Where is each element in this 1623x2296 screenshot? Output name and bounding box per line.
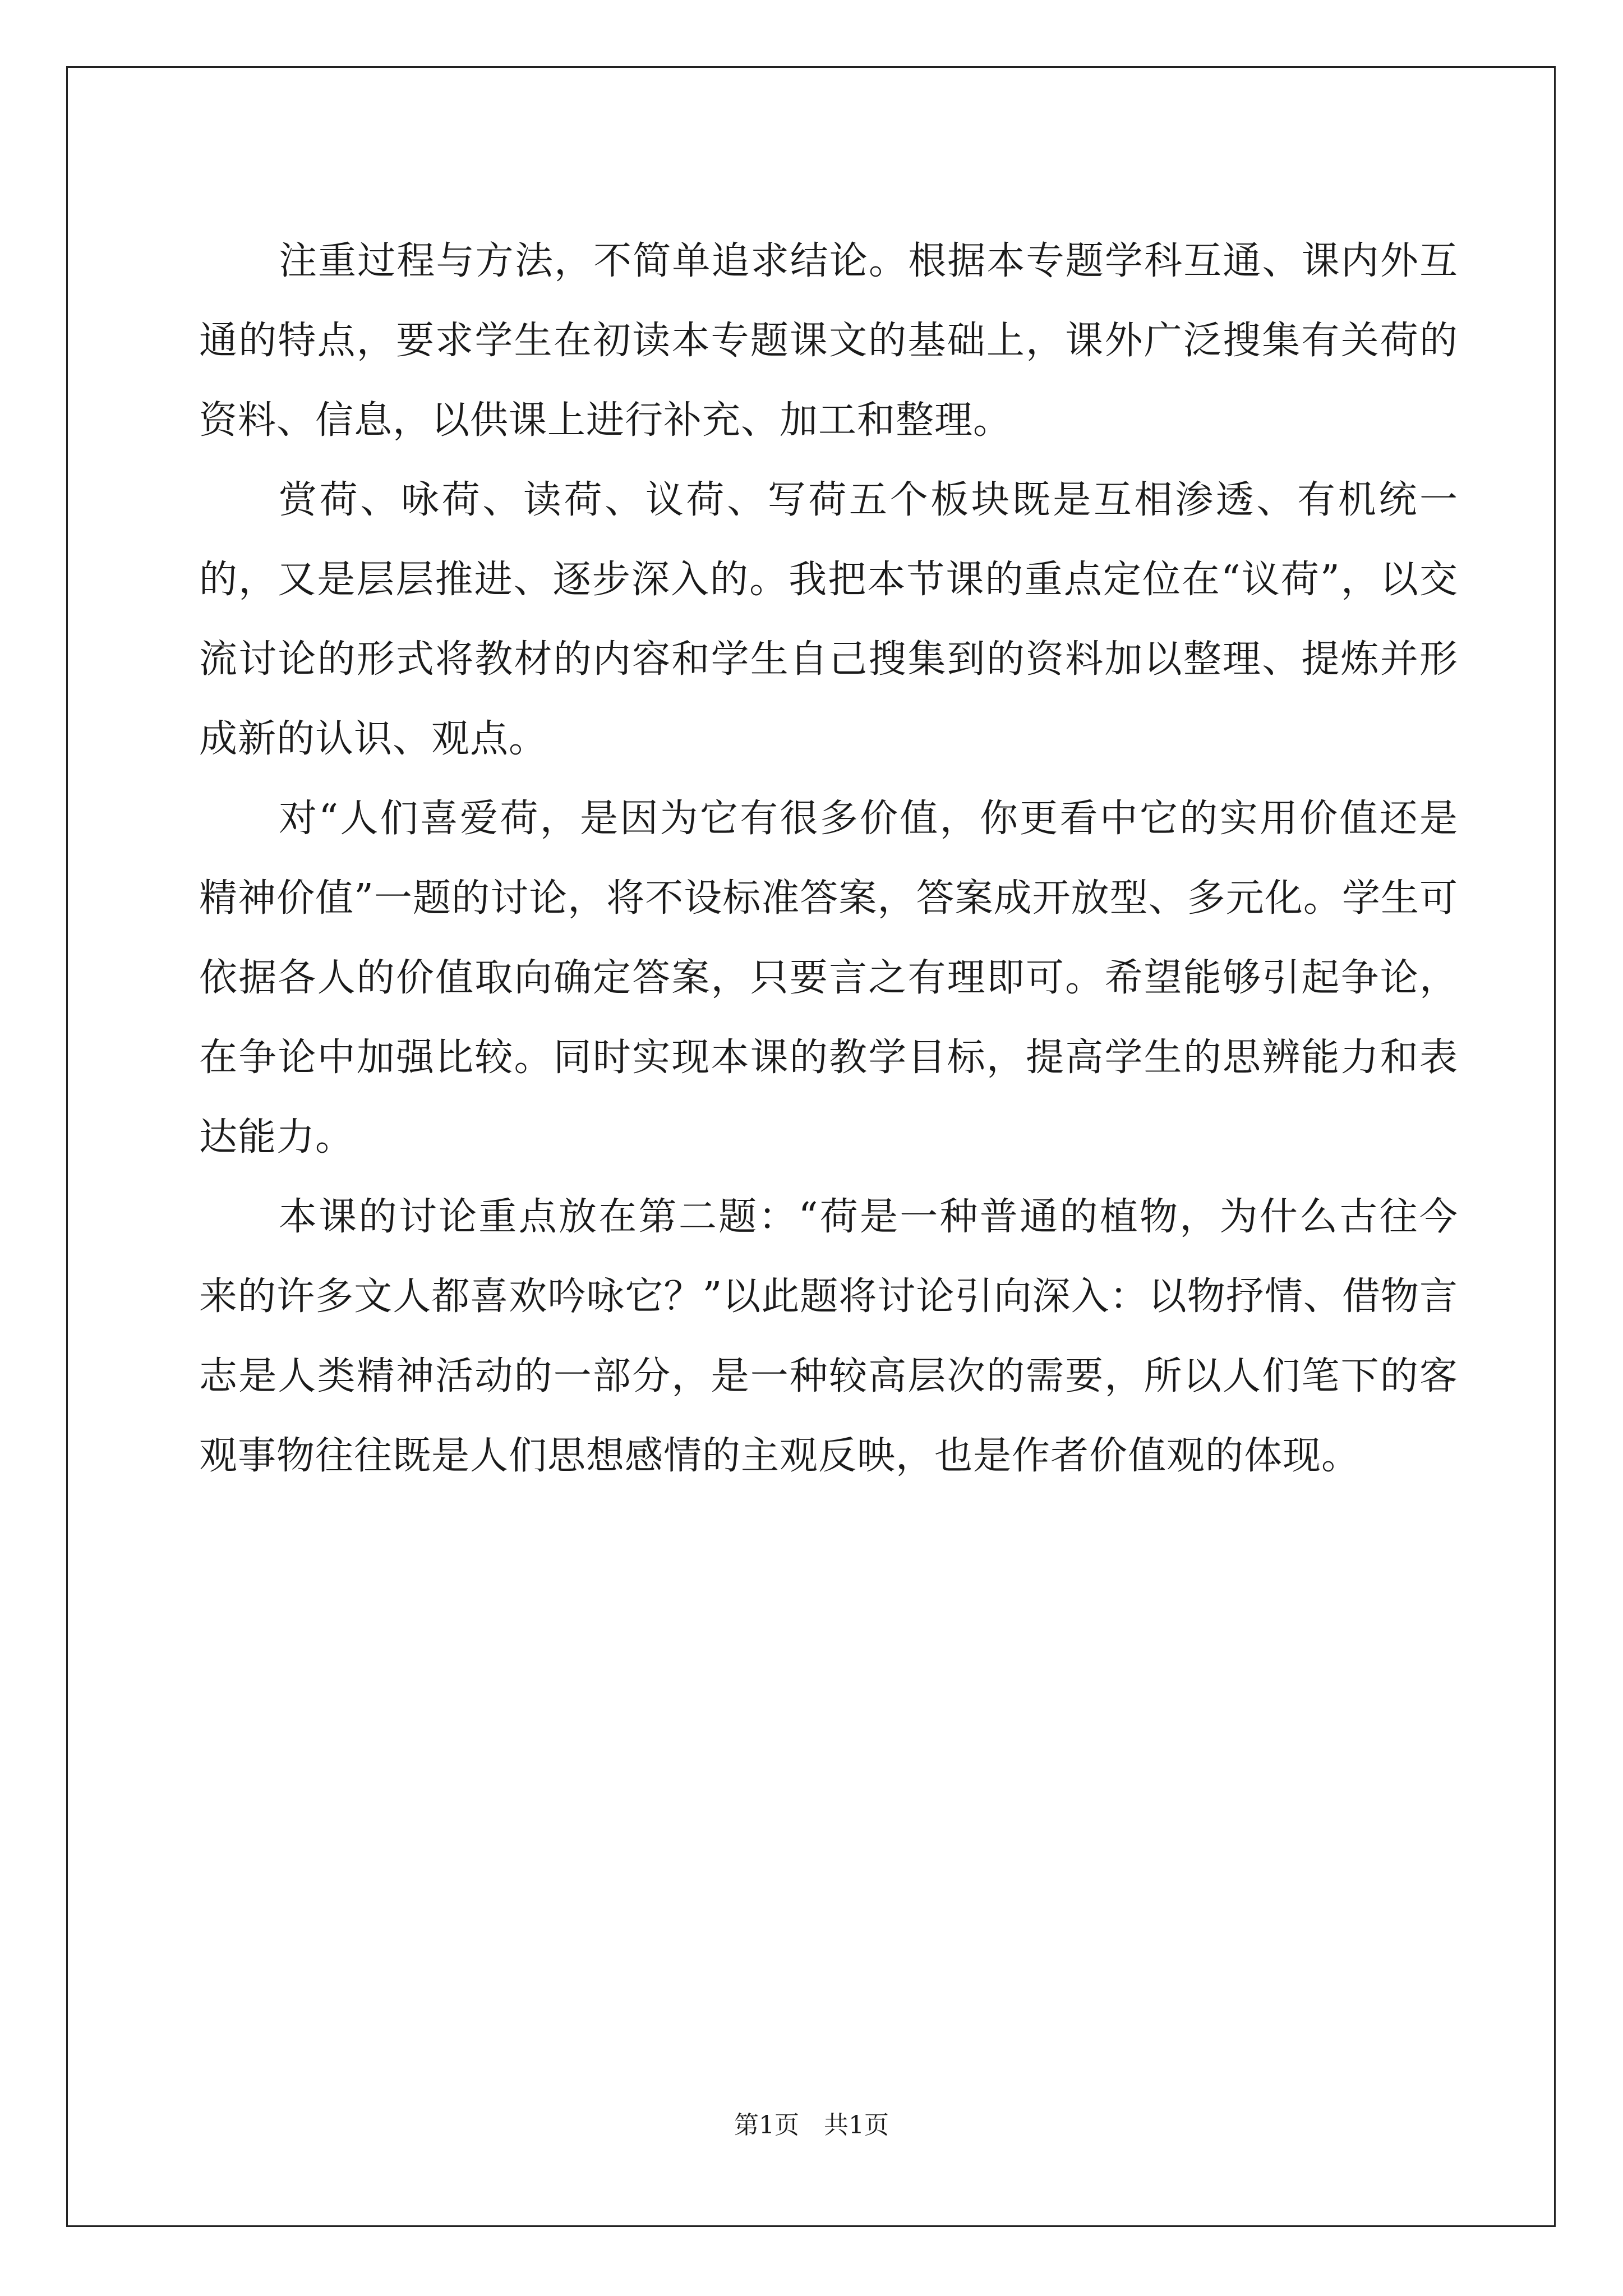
page-footer: [0, 2105, 1623, 2141]
paragraph-2: 赏荷、咏荷、读荷、议荷、写荷五个板块既是互相渗透、有机统一的，又是层层推进、逐步深入的。我把本节课的重点定位在“议荷”，以交流讨论的形式将教材的内容和学生自己搜集到的资料加以整理、提炼并形成新的认识、观点。: [199, 478, 1458, 761]
paragraph-1: 注重过程与方法，不简单追求结论。根据本专题学科互通、课内外互通的特点，要求学生在初读本专题课文的基础上，课外广泛搜集有关荷的资料、信息，以供课上进行补充、加工和整理。: [199, 239, 1458, 443]
page-number: 第1页: [734, 2111, 799, 2139]
document-body: [199, 222, 1458, 1496]
page-total: 共1页: [824, 2111, 889, 2139]
paragraph-3: 对“人们喜爱荷，是因为它有很多价值，你更看中它的实用价值还是精神价值”一题的讨论，将不设标准答案，答案成开放型、多元化。学生可依据各人的价值取向确定答案，只要言之有理即可。希望能够引起争论，在争论中加强比较。同时实现本课的教学目标，提高学生的思辨能力和表达能力。: [199, 797, 1458, 1159]
paragraph-4: 本课的讨论重点放在第二题：“荷是一种普通的植物，为什么古往今来的许多文人都喜欢吟咏它？”以此题将讨论引向深入：以物抒情、借物言志是人类精神活动的一部分，是一种较高层次的需要，所以人们笔下的客观事物往往既是人们思想感情的主观反映，也是作者价值观的体现。: [199, 1195, 1458, 1478]
